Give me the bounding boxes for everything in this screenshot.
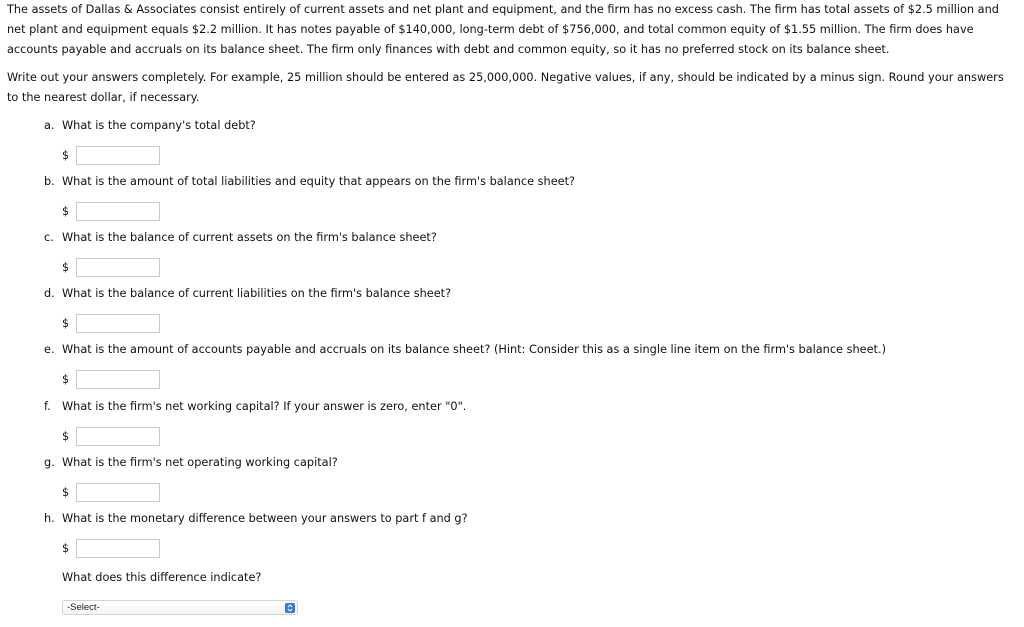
question-letter: c.	[44, 231, 54, 244]
answer-row-e	[62, 370, 160, 389]
question-text: What is the firm's net working capital? If your answer is zero, enter "0".	[62, 400, 467, 413]
question-text: What is the balance of current assets on the firm's balance sheet?	[62, 231, 437, 244]
answer-input-h[interactable]	[76, 539, 160, 558]
dollar-sign: $	[62, 486, 70, 499]
question-letter: d.	[44, 287, 55, 300]
question-letter: g.	[44, 456, 55, 469]
answer-input-b[interactable]	[76, 202, 160, 221]
answer-row-b	[62, 202, 160, 221]
answer-input-c[interactable]	[76, 258, 160, 277]
select-value: -Select-	[67, 602, 100, 613]
question-letter: f.	[44, 400, 51, 413]
question-a	[44, 118, 1004, 134]
dollar-sign: $	[62, 149, 70, 162]
dollar-sign: $	[62, 205, 70, 218]
question-text: What is the monetary difference between your answers to part f and g?	[62, 512, 468, 525]
problem-statement: The assets of Dallas & Associates consist entirely of current assets and net plant and equipment, and the firm has no excess cash. The firm has total assets of $2.5 million and net plant and equipment equals $2.2 million. It has notes payable of $140,000, long-term debt of $756,000, and total common equity of $1.55 million. The firm does have accounts payable and accruals on its balance sheet. The firm only finances with debt and common equity, so it has no preferred stock on its balance sheet.	[7, 3, 999, 56]
question-g	[44, 455, 1004, 471]
question-text: What is the amount of total liabilities and equity that appears on the firm's balance sheet?	[62, 175, 576, 188]
question-text: What is the firm's net operating working capital?	[62, 456, 338, 469]
dollar-sign: $	[62, 261, 70, 274]
difference-select[interactable]	[62, 600, 298, 615]
question-text: What is the amount of accounts payable and accruals on its balance sheet? (Hint: Consider this as a single line item on the firm's balance sheet.)	[62, 343, 886, 356]
dollar-sign: $	[62, 373, 70, 386]
question-b	[44, 174, 1004, 190]
answer-input-e[interactable]	[76, 370, 160, 389]
answer-row-c	[62, 258, 160, 277]
answer-row-h	[62, 539, 160, 558]
answer-input-d[interactable]	[76, 314, 160, 333]
question-letter: e.	[44, 343, 55, 356]
question-text: What is the balance of current liabilities on the firm's balance sheet?	[62, 287, 452, 300]
dollar-sign: $	[62, 430, 70, 443]
answer-row-g	[62, 483, 160, 502]
select-arrows-icon	[285, 603, 295, 613]
answer-row-d	[62, 314, 160, 333]
answer-instructions: Write out your answers completely. For example, 25 million should be entered as 25,000,000. Negative values, if any, should be indicated by a minus sign. Round your answers to the nearest dollar, if necessary.	[7, 71, 1004, 104]
question-c	[44, 230, 1004, 246]
dollar-sign: $	[62, 542, 70, 555]
answer-input-a[interactable]	[76, 146, 160, 165]
question-letter: a.	[44, 119, 55, 132]
answer-input-g[interactable]	[76, 483, 160, 502]
difference-question: What does this difference indicate?	[62, 571, 262, 584]
question-e	[44, 342, 1004, 358]
answer-row-a	[62, 146, 160, 165]
question-letter: h.	[44, 512, 55, 525]
question-d	[44, 286, 1004, 302]
question-h	[44, 511, 1004, 527]
question-letter: b.	[44, 175, 55, 188]
question-f	[44, 399, 1004, 415]
question-text: What is the company's total debt?	[62, 119, 256, 132]
answer-input-f[interactable]	[76, 427, 160, 446]
dollar-sign: $	[62, 317, 70, 330]
answer-row-f	[62, 427, 160, 446]
